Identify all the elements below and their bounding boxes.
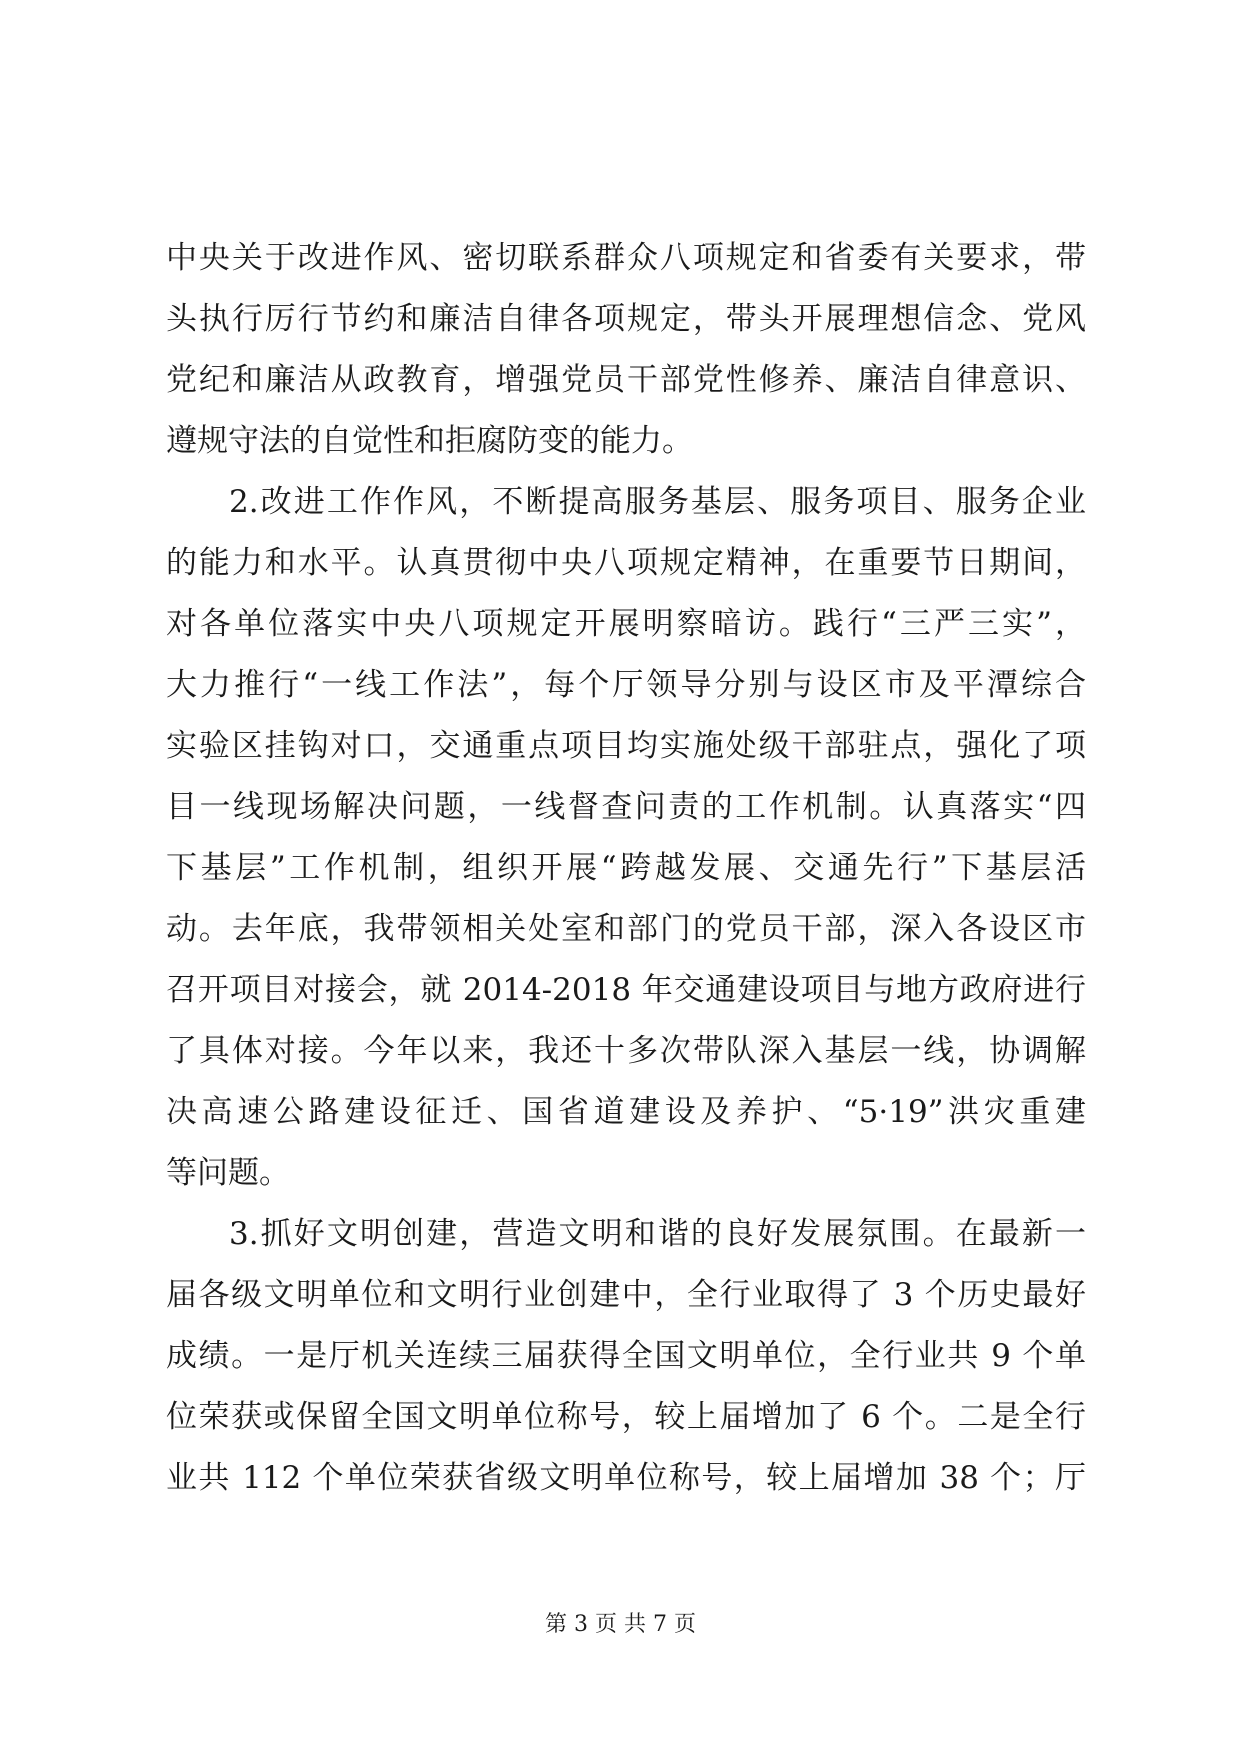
text-line: 大力推行“一线工作法”，每个厅领导分别与设区市及平潭综合: [166, 667, 1086, 703]
text-line: 实验区挂钩对口，交通重点项目均实施处级干部驻点，强化了项: [166, 728, 1086, 764]
text-line: 届各级文明单位和文明行业创建中，全行业取得了 3 个历史最好: [166, 1277, 1086, 1313]
document-body: [166, 228, 1086, 1509]
text-line: 业共 112 个单位荣获省级文明单位称号，较上届增加 38 个；厅: [166, 1460, 1086, 1496]
text-line: 遵规守法的自觉性和拒腐防变的能力。: [166, 423, 693, 459]
text-line: 党纪和廉洁从政教育，增强党员干部党性修养、廉洁自律意识、: [166, 362, 1086, 398]
text-line: 目一线现场解决问题，一线督查问责的工作机制。认真落实“四: [166, 789, 1086, 825]
text-line: 的能力和水平。认真贯彻中央八项规定精神，在重要节日期间，: [166, 545, 1086, 581]
text-line: 决高速公路建设征迁、国省道建设及养护、“5·19”洪灾重建: [166, 1094, 1086, 1130]
text-line: 对各单位落实中央八项规定开展明察暗访。践行“三严三实”，: [166, 606, 1086, 642]
text-line: 下基层”工作机制，组织开展“跨越发展、交通先行”下基层活: [166, 850, 1086, 886]
text-line: 了具体对接。今年以来，我还十多次带队深入基层一线，协调解: [166, 1033, 1086, 1069]
text-line: 位荣获或保留全国文明单位称号，较上届增加了 6 个。二是全行: [166, 1399, 1086, 1435]
text-line: 头执行厉行节约和廉洁自律各项规定，带头开展理想信念、党风: [166, 301, 1086, 337]
text-line: 等问题。: [166, 1155, 290, 1191]
text-line: 动。去年底，我带领相关处室和部门的党员干部，深入各设区市: [166, 911, 1086, 947]
text-line: 召开项目对接会，就 2014-2018 年交通建设项目与地方政府进行: [166, 972, 1086, 1008]
paragraph-2-start: 2.改进工作作风，不断提高服务基层、服务项目、服务企业: [229, 484, 1086, 520]
paragraph-3-start: 3.抓好文明创建，营造文明和谐的良好发展氛围。在最新一: [229, 1216, 1086, 1252]
text-line: 中央关于改进作风、密切联系群众八项规定和省委有关要求，带: [166, 240, 1086, 276]
text-line: 成绩。一是厅机关连续三届获得全国文明单位，全行业共 9 个单: [166, 1338, 1086, 1374]
page-number-footer: 第 3 页 共 7 页: [545, 1612, 696, 1637]
